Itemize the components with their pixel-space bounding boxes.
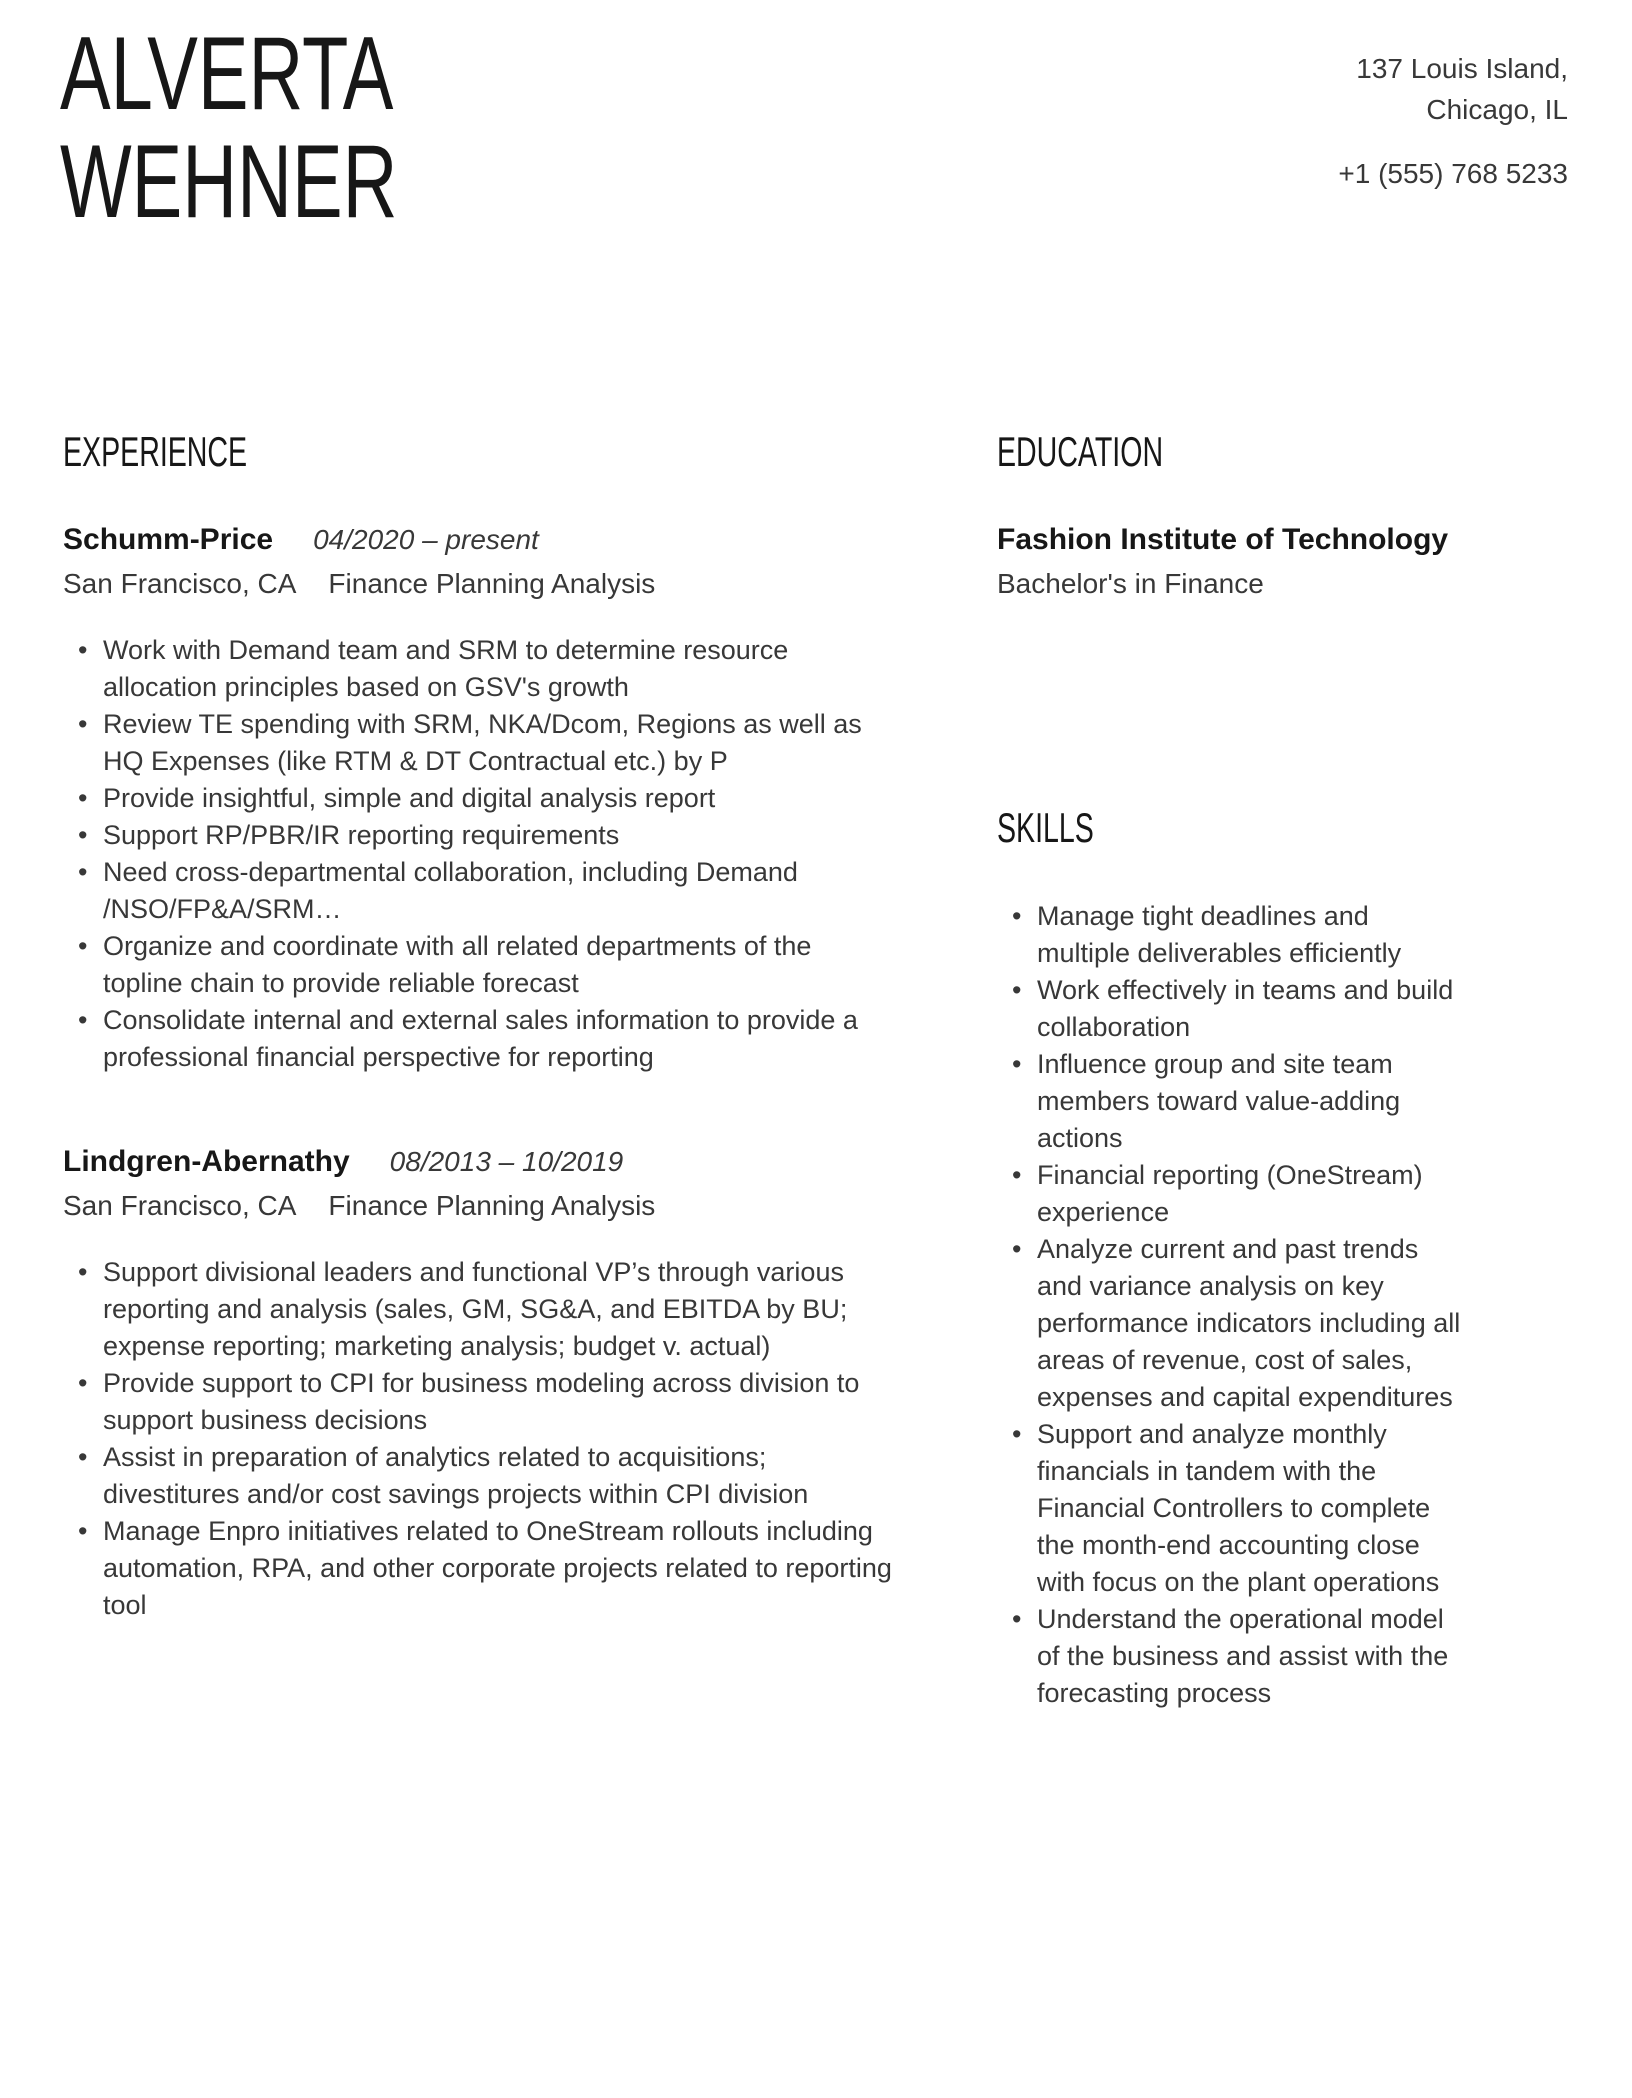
skill-item: • Support and analyze monthly financials in tandem with the Financial Controllers to complete the month-end accounting close with focus on the plant operations (997, 1416, 1469, 1601)
skill-item: • Work effectively in teams and build collaboration (997, 972, 1469, 1046)
job-header (63, 518, 958, 562)
resume-header (60, 16, 522, 240)
job-bullet: • Assist in preparation of analytics related to acquisitions; divestitures and/or cost savings projects within CPI division (63, 1439, 895, 1513)
job-role: Finance Planning Analysis (328, 568, 656, 599)
job-location: San Francisco, CA (63, 1190, 297, 1221)
job-dates: 04/2020 – present (313, 524, 539, 555)
job-bullet-list (63, 632, 895, 1076)
job-bullet: • Provide support to CPI for business modeling across division to support business decisions (63, 1365, 895, 1439)
name-line-1: ALVERTA (60, 16, 394, 132)
job-location: San Francisco, CA (63, 568, 297, 599)
contact-address-line-1: 137 Louis Island, (1356, 53, 1568, 84)
job-bullet: • Work with Demand team and SRM to determine resource allocation principles based on GSV's growth (63, 632, 895, 706)
contact-phone: +1 (555) 768 5233 (1338, 158, 1568, 189)
skill-item: • Financial reporting (OneStream) experience (997, 1157, 1469, 1231)
contact-info (1338, 48, 1568, 194)
skill-item: • Influence group and site team members toward value-adding actions (997, 1046, 1469, 1157)
job-bullet-list (63, 1254, 895, 1624)
skill-item: • Manage tight deadlines and multiple deliverables efficiently (997, 898, 1469, 972)
job-bullet: • Consolidate internal and external sales information to provide a professional financial perspective for reporting (63, 1002, 895, 1076)
job-entry-lindgren-abernathy (63, 1140, 958, 1624)
experience-section (63, 430, 958, 1624)
job-company: Lindgren-Abernathy (63, 1145, 350, 1178)
skill-item: • Understand the operational model of the business and assist with the forecasting process (997, 1601, 1469, 1712)
name-line-2: WEHNER (60, 124, 398, 240)
job-header (63, 1140, 958, 1184)
skills-section-title: SKILLS (997, 804, 1094, 851)
right-column (997, 430, 1507, 1712)
education-school: Fashion Institute of Technology (997, 523, 1449, 556)
job-bullet: • Support RP/PBR/IR reporting requirements (63, 817, 895, 854)
job-entry-schumm-price (63, 518, 958, 1076)
job-company: Schumm-Price (63, 523, 274, 556)
job-dates: 08/2013 – 10/2019 (389, 1146, 624, 1177)
job-bullet: • Need cross-departmental collaboration, including Demand /NSO/FP&A/SRM… (63, 854, 895, 928)
skills-list (997, 898, 1469, 1712)
job-role: Finance Planning Analysis (328, 1190, 656, 1221)
job-subheader (63, 562, 958, 606)
job-bullet: • Review TE spending with SRM, NKA/Dcom, Regions as well as HQ Expenses (like RTM & DT Contractual etc.) by P (63, 706, 895, 780)
experience-section-title: EXPERIENCE (63, 428, 248, 475)
contact-address-line-2: Chicago, IL (1426, 94, 1568, 125)
job-bullet: • Manage Enpro initiatives related to OneStream rollouts including automation, RPA, and other corporate projects related to reporting tool (63, 1513, 895, 1624)
education-section-title: EDUCATION (997, 428, 1164, 475)
job-bullet: • Organize and coordinate with all related departments of the topline chain to provide reliable forecast (63, 928, 895, 1002)
skills-section (997, 806, 1507, 1712)
education-section (997, 430, 1507, 606)
job-bullet: • Support divisional leaders and functional VP’s through various reporting and analysis (sales, GM, SG&A, and EBITDA by BU; expense reporting; marketing analysis; budget v. actual) (63, 1254, 895, 1365)
job-subheader (63, 1184, 958, 1228)
job-bullet: • Provide insightful, simple and digital analysis report (63, 780, 895, 817)
education-degree: Bachelor's in Finance (997, 568, 1264, 599)
skill-item: • Analyze current and past trends and variance analysis on key performance indicators including all areas of revenue, cost of sales, expenses and capital expenditures (997, 1231, 1469, 1416)
